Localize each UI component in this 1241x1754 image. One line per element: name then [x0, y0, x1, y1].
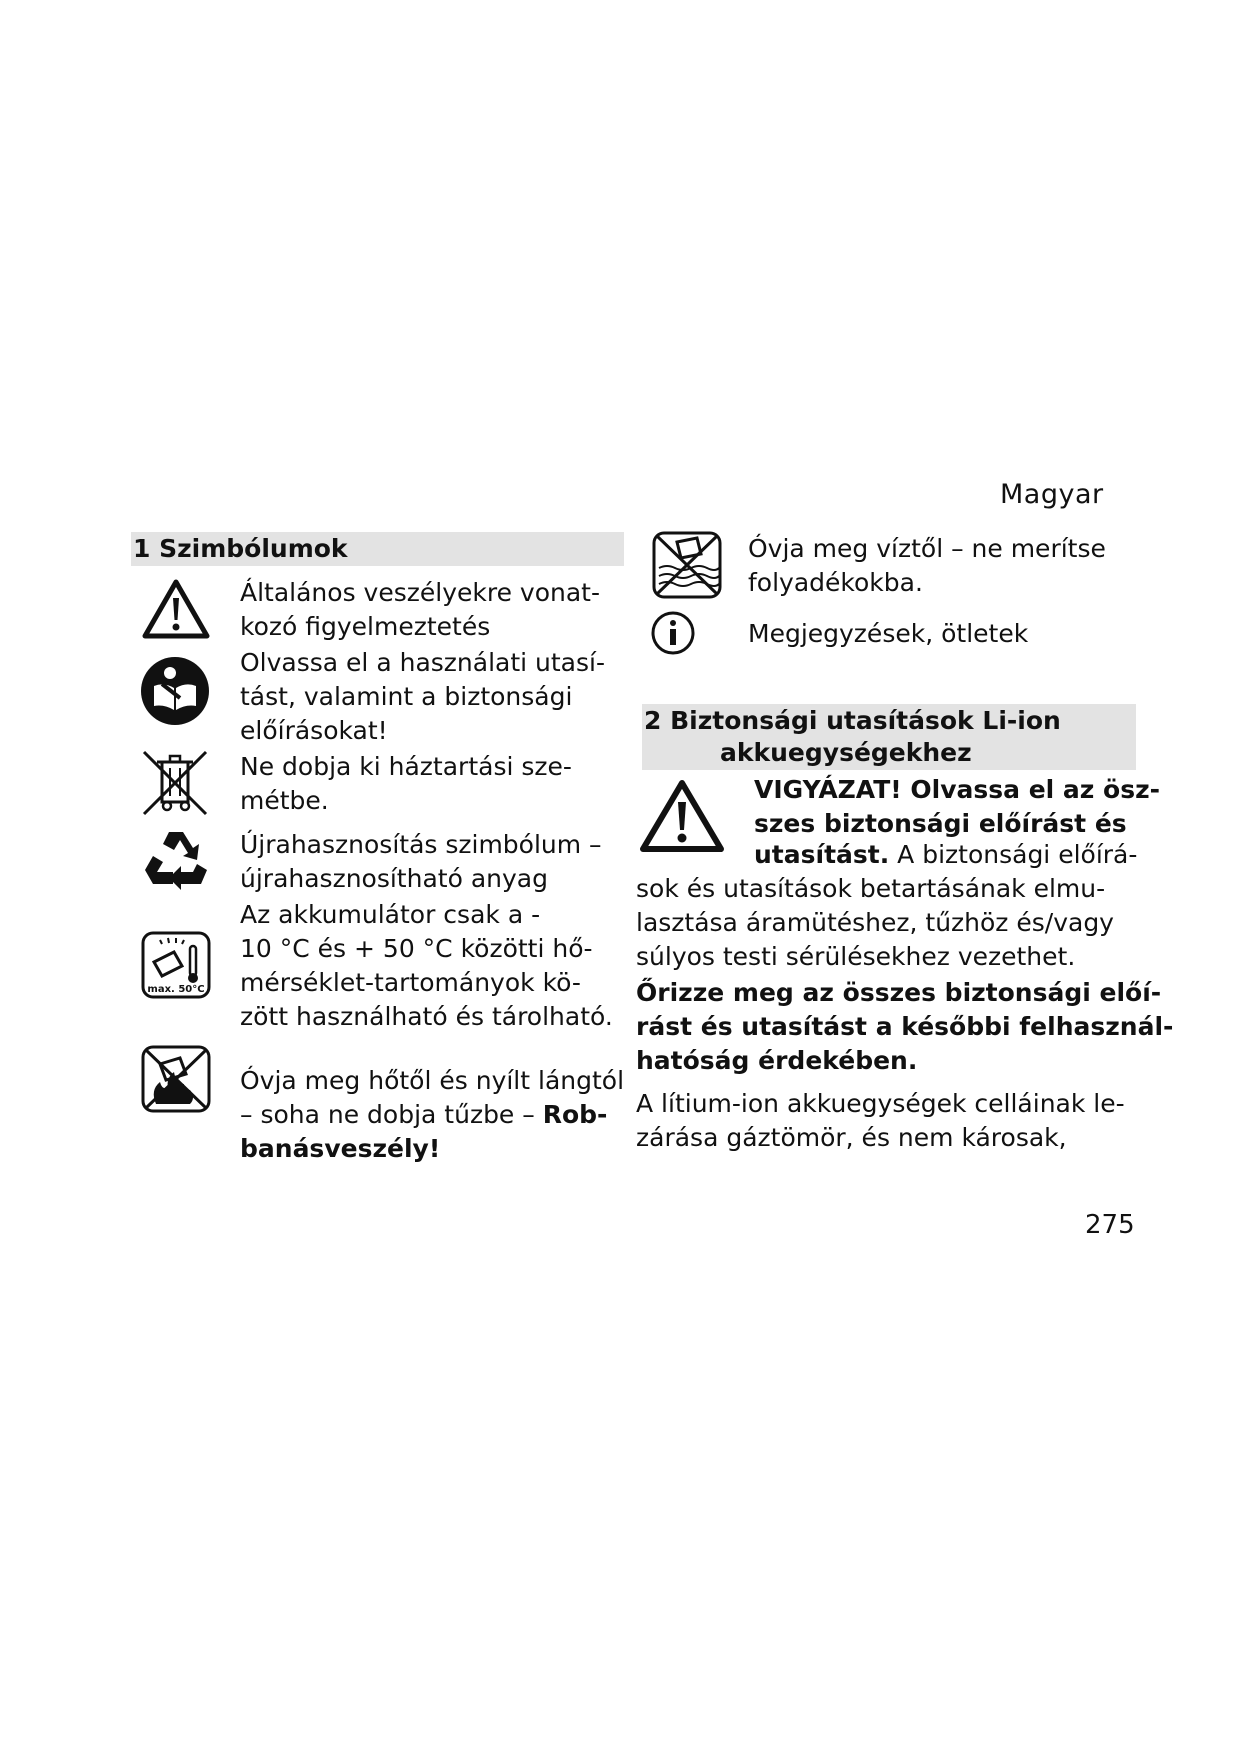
section-2-heading-line-2: akkuegységekhez	[720, 738, 972, 767]
no-water-icon	[651, 530, 723, 600]
read-manual-icon	[140, 656, 210, 726]
warning-rest-start: A biztonsági előírá-	[889, 840, 1138, 869]
section-2-heading-line-1: 2 Biztonsági utasítások Li-ion	[644, 706, 1061, 735]
warning-line-2: szes biztonsági előírást és	[754, 809, 1127, 838]
keep-instructions-notice: Őrizze meg az összes biztonsági előí- rást és utasítást a későbbi felhasznál- hatóság érdekében.	[636, 978, 1174, 1075]
warning-line-3	[754, 838, 1137, 872]
warning-triangle-icon	[141, 578, 211, 640]
symbol-text-water: Óvja meg víztől – ne merítse folyadékokba.	[748, 534, 1106, 597]
info-icon	[650, 610, 696, 656]
temperature-icon-label: max. 50°C	[147, 984, 205, 995]
symbol-text-manual: Olvassa el a használati utasí- tást, valamint a biztonsági előírásokat!	[240, 648, 605, 745]
fire-text-normal: Óvja meg hőtől és nyílt lángtól – soha ne dobja tűzbe –	[240, 1066, 625, 1129]
warning-text-continued: sok és utasítások betartásának elmu- lasztása áramütéshez, tűzhöz és/vagy súlyos testi sérülésekhez vezethet.	[636, 874, 1114, 971]
temperature-limit-icon	[140, 930, 212, 1000]
warning-bold-end: utasítást.	[754, 840, 890, 869]
recycle-icon	[139, 826, 213, 898]
fire-text-bold-1: Rob-	[542, 1100, 608, 1129]
section-1-heading: 1 Szimbólumok	[131, 532, 624, 566]
crossed-bin-icon	[140, 748, 212, 818]
symbol-text-temperature: Az akkumulátor csak a - 10 °C és + 50 °C közötti hő- mérséklet-tartományok kö- zött használható és tárolható.	[240, 900, 613, 1031]
language-label: Magyar	[1000, 479, 1104, 510]
no-fire-icon	[140, 1044, 212, 1114]
section-2-heading	[642, 704, 1136, 770]
caution-triangle-icon	[638, 778, 726, 854]
symbol-text-info: Megjegyzések, ötletek	[748, 619, 1029, 648]
fire-text-bold-2: banásveszély!	[240, 1134, 441, 1163]
warning-line-1: VIGYÁZAT! Olvassa el az ösz-	[754, 775, 1161, 804]
symbol-text-warning: Általános veszélyekre vonat- kozó figyelmeztetés	[240, 578, 600, 641]
page-number: 275	[1085, 1210, 1135, 1240]
symbol-text-disposal: Ne dobja ki háztartási sze- métbe.	[240, 752, 572, 815]
symbol-text-fire	[240, 1030, 624, 1166]
li-ion-paragraph: A lítium-ion akkuegységek celláinak le- zárása gáztömör, és nem károsak,	[636, 1089, 1125, 1152]
symbol-text-recycle: Újrahasznosítás szimbólum – újrahasznosítható anyag	[240, 830, 602, 893]
